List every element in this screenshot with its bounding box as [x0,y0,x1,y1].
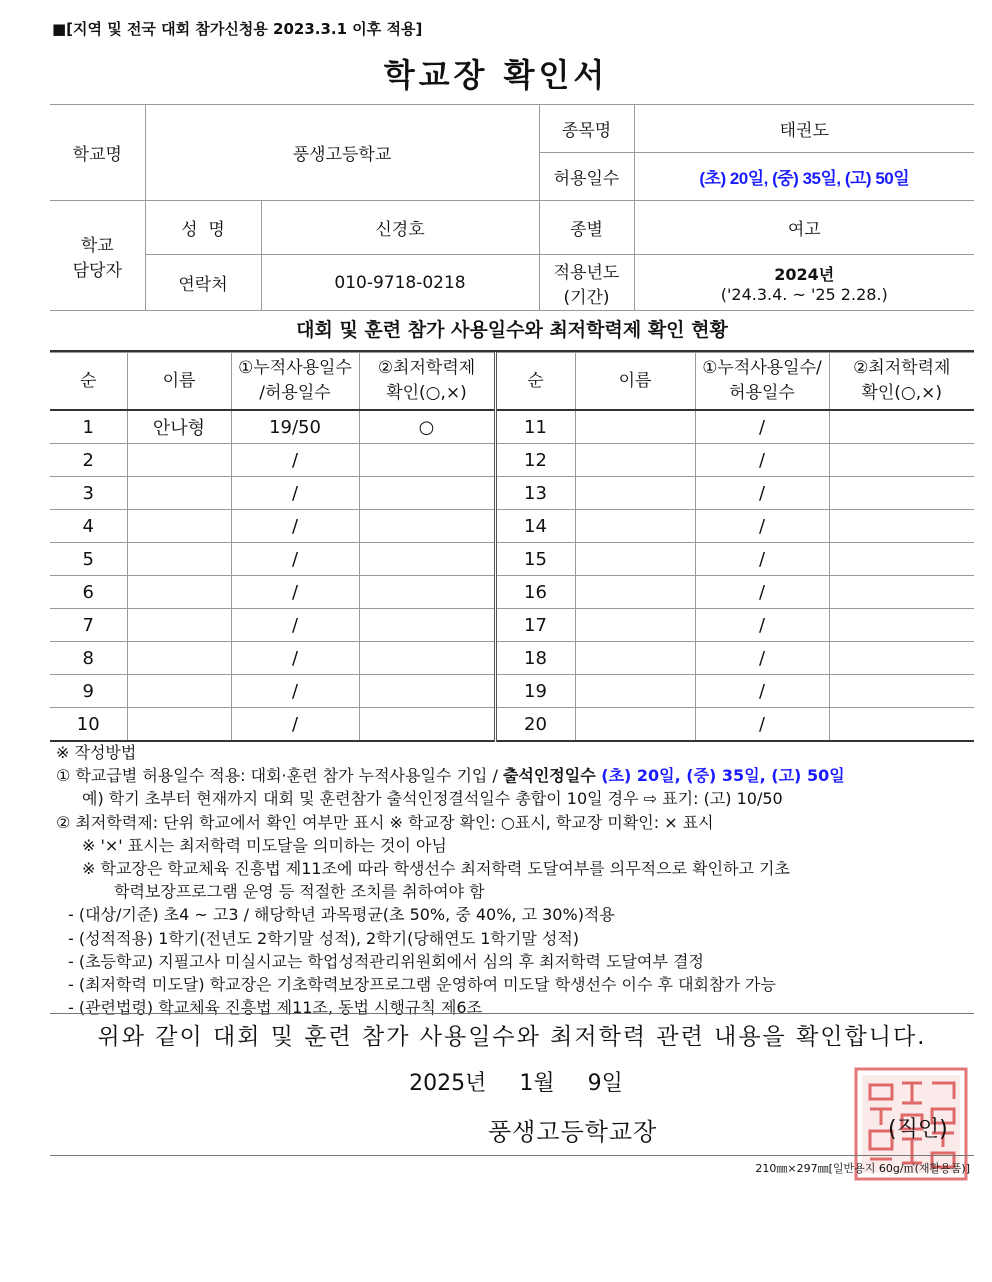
row-num-left: 10 [50,708,127,742]
header-days-line2: /허용일수 [259,383,331,403]
row-num-left: 3 [50,477,127,510]
row-days-left: 19/50 [231,410,359,444]
detail-2: - (성적적용) 1학기(전년도 2학기말 성적), 2학기(당해연도 1학기말 성적) [68,928,580,948]
header-min-line2: 확인(○,×) [386,383,467,403]
header-days [231,353,359,411]
row-min-left [359,642,495,675]
table-row [50,477,974,510]
row-days-right: / [695,543,829,576]
row-num-right: 11 [495,410,575,444]
row-num-right: 15 [495,543,575,576]
divider-bottom [50,1155,974,1156]
row-days-right: / [695,410,829,444]
row-num-left: 9 [50,675,127,708]
row-min-left [359,708,495,742]
writing-instructions [56,741,976,1019]
row-days-left: / [231,543,359,576]
row-min-left [359,675,495,708]
row-days-left: / [231,675,359,708]
row-name-left: 안나형 [127,410,231,444]
school-name-label: 학교명 [50,105,145,201]
row-num-left: 4 [50,510,127,543]
person-label-line1: 학교 [80,235,114,256]
row-days-right: / [695,642,829,675]
row-min-left [359,609,495,642]
contact-label: 연락처 [145,255,261,311]
header-days-right-line1: ①누적사용일수/ [702,358,822,378]
detail-4: - (최저학력 미도달) 학교장은 기초학력보장프로그램 운영하여 미도달 학생선수 이수 후 대회참가 가능 [68,975,776,995]
header-name-right: 이름 [575,353,695,411]
row-num-right: 13 [495,477,575,510]
row-days-left: / [231,510,359,543]
row-min-right [829,609,974,642]
allowed-days-label: 허용일수 [539,153,634,201]
row-days-right: / [695,609,829,642]
row-name-left [127,708,231,742]
school-info-table [50,104,974,311]
seal-label: (직인) [888,1117,948,1142]
contact-value: 010-9718-0218 [261,255,539,311]
row-min-right [829,410,974,444]
sport-label: 종목명 [539,105,634,153]
table-row [50,675,974,708]
row-days-right: / [695,708,829,742]
row-num-right: 19 [495,675,575,708]
row-days-left: / [231,708,359,742]
row-name-right [575,410,695,444]
year-period: ('24.3.4. ~ '25 2.28.) [720,284,888,304]
row-days-right: / [695,477,829,510]
row-days-right: / [695,444,829,477]
row-min-left [359,477,495,510]
row-days-right: / [695,510,829,543]
note-2-a: ※ '×' 표시는 최저학력 미도달을 의미하는 것이 아님 [82,835,447,855]
year-label-line1: 적용년도 [553,262,620,283]
row-num-right: 17 [495,609,575,642]
year-label [539,255,634,311]
header-min-right-line1: ②최저학력제 [853,358,951,378]
signer-name: 풍생고등학교장 [488,1118,658,1146]
form-tag: ■[지역 및 전국 대회 참가신청용 2023.3.1 이후 적용] [52,20,423,38]
issue-date: 2025년 1월 9일 [409,1071,623,1096]
row-name-left [127,675,231,708]
row-min-right [829,510,974,543]
confirmation-statement: 위와 같이 대회 및 훈련 참가 사용일수와 최저학력 관련 내용을 확인합니다. [97,1024,927,1050]
row-num-left: 2 [50,444,127,477]
name-label: 성 명 [145,201,261,255]
person-label-line2: 담당자 [72,260,122,281]
detail-3: - (초등학교) 지필고사 미실시교는 학업성적관리위원회에서 심의 후 최저학력 도달여부 결정 [68,951,704,971]
row-num-left: 7 [50,609,127,642]
row-name-right [575,576,695,609]
row-name-right [575,675,695,708]
header-min [359,353,495,411]
note-2-b2: 학력보장프로그램 운영 등 적절한 조치를 취하여야 함 [114,882,485,902]
category-label: 종별 [539,201,634,255]
allowed-days-value: (초) 20일, (중) 35일, (고) 50일 [634,153,974,201]
row-min-right [829,576,974,609]
header-days-right [695,353,829,411]
row-name-right [575,609,695,642]
row-days-left: / [231,642,359,675]
row-num-right: 16 [495,576,575,609]
row-min-left: ○ [359,410,495,444]
row-min-right [829,642,974,675]
row-num-left: 1 [50,410,127,444]
table-row [50,543,974,576]
row-name-right [575,477,695,510]
note-2: ② 최저학력제: 단위 학교에서 확인 여부만 표시 ※ 학교장 확인: ○표시, 학교장 미확인: × 표시 [56,812,714,832]
row-min-right [829,543,974,576]
note-1-text: ① 학교급별 허용일수 적용: 대회·훈련 참가 누적사용일수 기입 / [56,766,503,786]
header-days-right-line2: 허용일수 [729,383,795,403]
note-2-b: ※ 학교장은 학교체육 진흥법 제11조에 따라 학생선수 최저학력 도달여부를 의무적으로 확인하고 기초 [82,859,790,879]
row-num-right: 20 [495,708,575,742]
row-min-right [829,675,974,708]
table-row [50,642,974,675]
name-value: 신경호 [261,201,539,255]
table-row [50,609,974,642]
year-value: 2024년 [774,264,835,284]
table-row [50,444,974,477]
row-num-right: 18 [495,642,575,675]
header-min-right [829,353,974,411]
row-days-left: / [231,609,359,642]
paper-spec: 210㎜×297㎜[일반용지 60g/㎡(재활용품)] [755,1162,970,1175]
row-name-right [575,708,695,742]
row-num-right: 14 [495,510,575,543]
header-min-right-line2: 확인(○,×) [861,383,943,403]
table-row [50,410,974,444]
row-days-right: / [695,576,829,609]
row-days-left: / [231,444,359,477]
row-num-left: 5 [50,543,127,576]
header-num: 순 [50,353,127,411]
note-1-example: 예) 학기 초부터 현재까지 대회 및 훈련참가 출석인정결석일수 총합이 10일 경우 ⇨ 표기: (고) 10/50 [82,789,783,809]
note-1-blue: (초) 20일, (중) 35일, (고) 50일 [601,766,845,786]
row-name-right [575,642,695,675]
row-days-left: / [231,576,359,609]
notes-heading: ※ 작성방법 [56,743,137,762]
divider-top [50,1013,974,1014]
row-name-left [127,576,231,609]
note-1 [56,764,976,787]
row-num-right: 12 [495,444,575,477]
row-min-left [359,510,495,543]
table-row [50,708,974,742]
row-name-left [127,477,231,510]
header-name: 이름 [127,353,231,411]
document-title: 학교장 확인서 [383,56,609,94]
row-min-left [359,444,495,477]
school-name-value: 풍생고등학교 [145,105,539,201]
row-min-right [829,708,974,742]
sport-value: 태권도 [634,105,974,153]
person-in-charge-label [50,201,145,311]
row-name-right [575,543,695,576]
row-min-left [359,543,495,576]
row-num-left: 6 [50,576,127,609]
row-name-right [575,444,695,477]
section-title: 대회 및 훈련 참가 사용일수와 최저학력제 확인 현황 [50,308,974,352]
table-row [50,576,974,609]
header-num-right: 순 [495,353,575,411]
row-days-left: / [231,477,359,510]
detail-1: - (대상/기준) 초4 ~ 고3 / 해당학년 과목평균(초 50%, 중 40%, 고 30%)적용 [68,905,615,925]
row-name-left [127,543,231,576]
row-name-left [127,609,231,642]
header-min-line1: ②최저학력제 [377,358,476,378]
row-name-right [575,510,695,543]
row-min-right [829,477,974,510]
detail-5: - (관련법령) 학교체육 진흥법 제11조, 동법 시행규칙 제6조 [68,998,483,1018]
header-days-line1: ①누적사용일수 [238,358,352,378]
row-name-left [127,510,231,543]
year-label-line2: (기간) [563,287,610,308]
row-name-left [127,642,231,675]
row-days-right: / [695,675,829,708]
table-row [50,510,974,543]
status-rows [50,410,974,741]
category-value: 여고 [634,201,974,255]
note-1-bold: 출석인정일수 [502,766,602,786]
row-min-right [829,444,974,477]
status-table [50,352,974,742]
row-num-left: 8 [50,642,127,675]
row-name-left [127,444,231,477]
row-min-left [359,576,495,609]
year-cell [634,255,974,311]
